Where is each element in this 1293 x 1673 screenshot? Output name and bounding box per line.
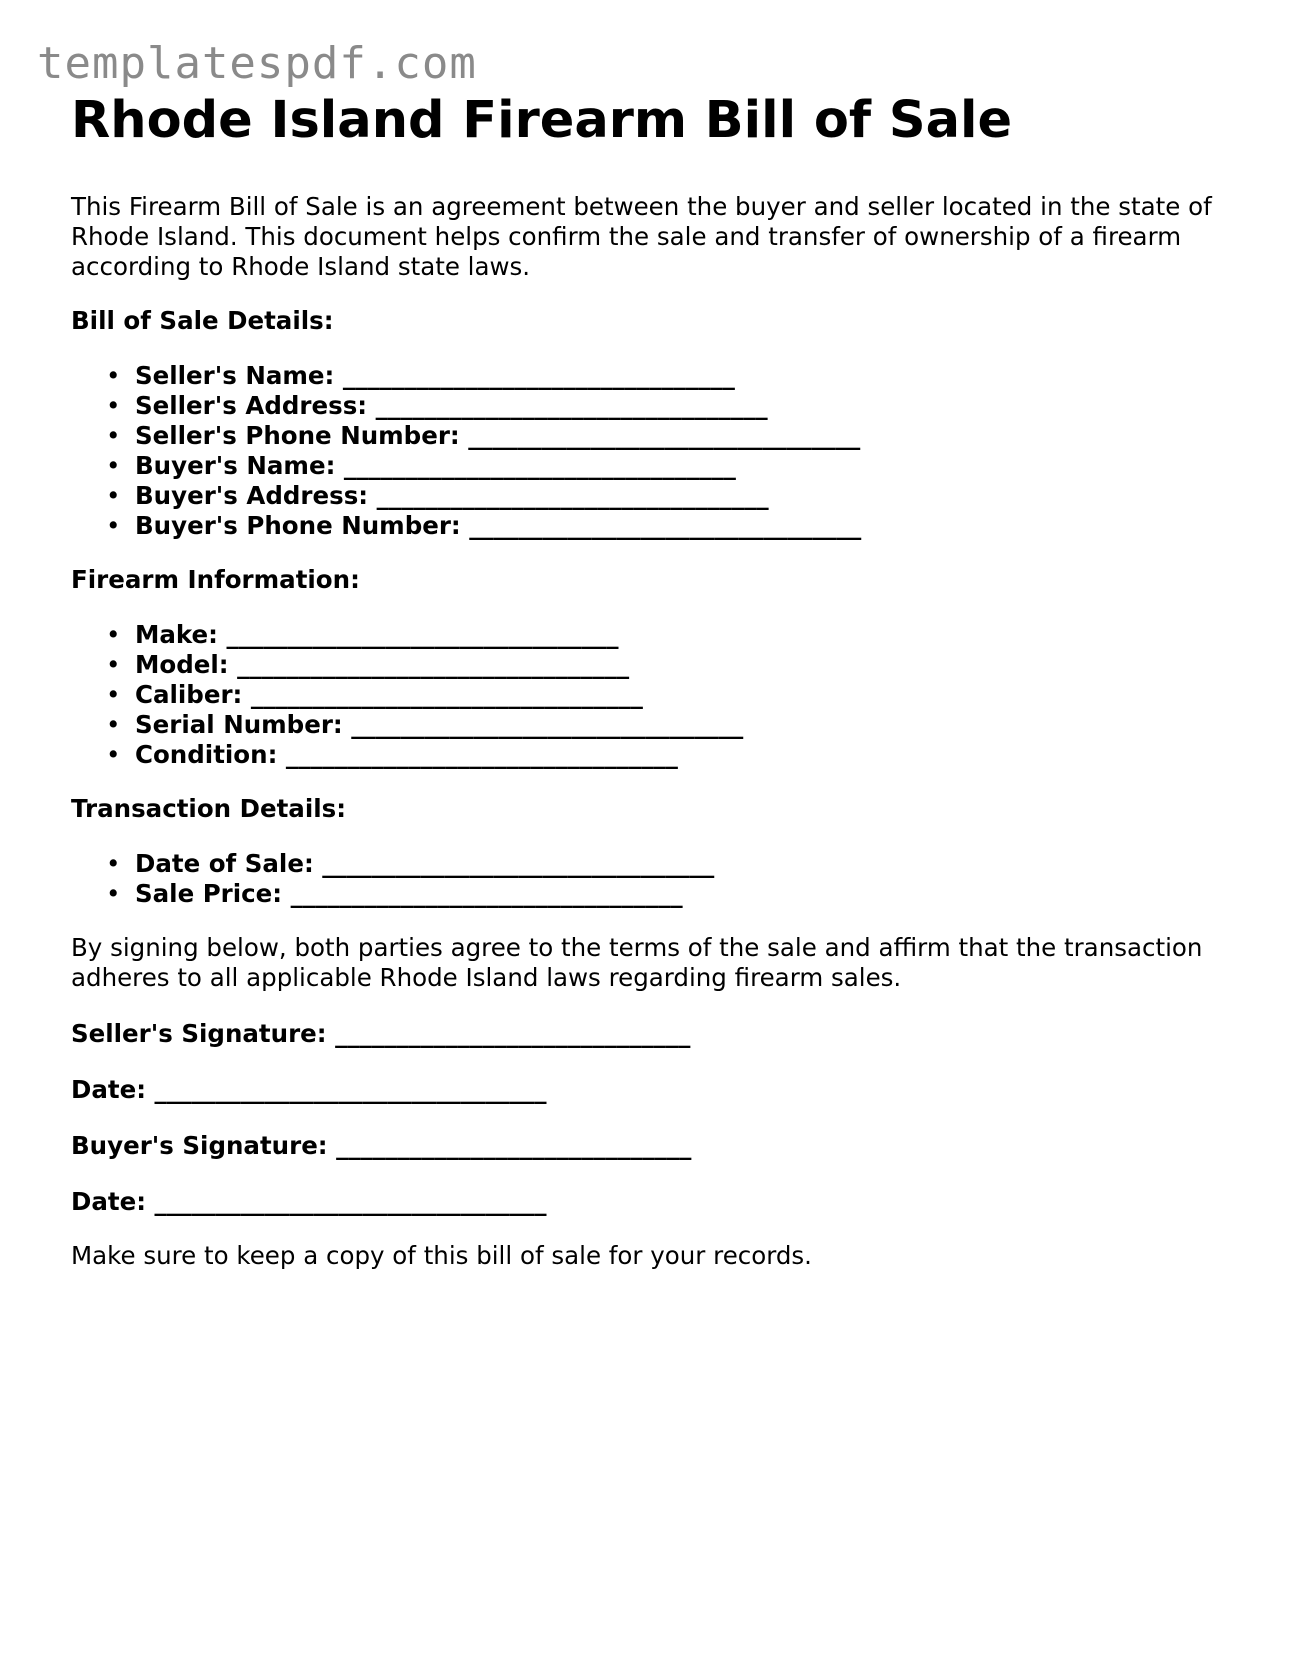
bill-of-sale-heading: Bill of Sale Details: <box>71 306 334 335</box>
blank-line[interactable]: ________________________________ <box>375 391 768 420</box>
watermark: templatespdf.com <box>37 38 477 89</box>
list-item-seller-phone <box>135 421 1231 451</box>
blank-line[interactable]: ________________________________ <box>322 849 715 878</box>
blank-line[interactable]: ________________________________ <box>250 680 643 709</box>
seller-signature-line <box>71 1019 1231 1049</box>
blank-line[interactable]: ________________________________ <box>237 650 630 679</box>
blank-line[interactable]: ________________________________ <box>469 511 862 540</box>
buyer-signature-line <box>71 1131 1231 1161</box>
blank-line[interactable]: ________________________________ <box>154 1187 547 1216</box>
blank-line[interactable]: ________________________________ <box>342 361 735 390</box>
field-label: Sale Price: <box>135 879 283 908</box>
field-label: Make: <box>135 620 218 649</box>
blank-line[interactable]: ________________________________ <box>154 1075 547 1104</box>
intro-paragraph: This Firearm Bill of Sale is an agreement between the buyer and seller located in the state of Rhode Island. This document helps confirm the sale and transfer of ownership of a firearm according to Rhode Island state laws. <box>71 192 1212 281</box>
firearm-information-list <box>71 620 1231 770</box>
blank-line[interactable]: ________________________________ <box>343 451 736 480</box>
transaction-details-list <box>71 849 1231 909</box>
list-item-seller-name <box>135 361 1231 391</box>
field-label: Serial Number: <box>135 710 343 739</box>
field-label: Model: <box>135 650 229 679</box>
blank-line[interactable]: ________________________________ <box>226 620 619 649</box>
seller-date-line <box>71 1075 1231 1105</box>
list-item-sale-price <box>135 879 1231 909</box>
list-item-buyer-name <box>135 451 1231 481</box>
field-label: Buyer's Phone Number: <box>135 511 461 540</box>
list-item-buyer-phone <box>135 511 1231 541</box>
document-title: Rhode Island Firearm Bill of Sale <box>71 91 1013 150</box>
field-label: Condition: <box>135 740 278 769</box>
list-item-buyer-address <box>135 481 1231 511</box>
list-item-condition <box>135 740 1231 770</box>
bill-of-sale-list <box>71 361 1231 541</box>
field-label: Buyer's Address: <box>135 481 369 510</box>
list-item-make <box>135 620 1231 650</box>
blank-line[interactable]: _____________________________ <box>335 1019 691 1048</box>
field-label: Seller's Signature: <box>71 1019 327 1048</box>
list-item-model <box>135 650 1231 680</box>
field-label: Seller's Name: <box>135 361 335 390</box>
list-item-caliber <box>135 680 1231 710</box>
document-body <box>71 90 1231 1271</box>
field-label: Caliber: <box>135 680 243 709</box>
blank-line[interactable]: ________________________________ <box>285 740 678 769</box>
list-item-date-of-sale <box>135 849 1231 879</box>
closing-note: Make sure to keep a copy of this bill of sale for your records. <box>71 1241 812 1270</box>
blank-line[interactable]: ________________________________ <box>376 481 769 510</box>
list-item-seller-address <box>135 391 1231 421</box>
field-label: Date: <box>71 1075 146 1104</box>
list-item-serial-number <box>135 710 1231 740</box>
agreement-paragraph: By signing below, both parties agree to the terms of the sale and affirm that the transaction adheres to all applicable Rhode Island laws regarding firearm sales. <box>71 933 1203 992</box>
field-label: Date of Sale: <box>135 849 314 878</box>
field-label: Date: <box>71 1187 146 1216</box>
buyer-date-line <box>71 1187 1231 1217</box>
field-label: Seller's Address: <box>135 391 368 420</box>
firearm-information-heading: Firearm Information: <box>71 565 360 594</box>
blank-line[interactable]: _____________________________ <box>336 1131 692 1160</box>
field-label: Seller's Phone Number: <box>135 421 460 450</box>
blank-line[interactable]: ________________________________ <box>351 710 744 739</box>
field-label: Buyer's Signature: <box>71 1131 328 1160</box>
transaction-details-heading: Transaction Details: <box>71 794 347 823</box>
field-label: Buyer's Name: <box>135 451 336 480</box>
blank-line[interactable]: ________________________________ <box>290 879 683 908</box>
blank-line[interactable]: ________________________________ <box>468 421 861 450</box>
